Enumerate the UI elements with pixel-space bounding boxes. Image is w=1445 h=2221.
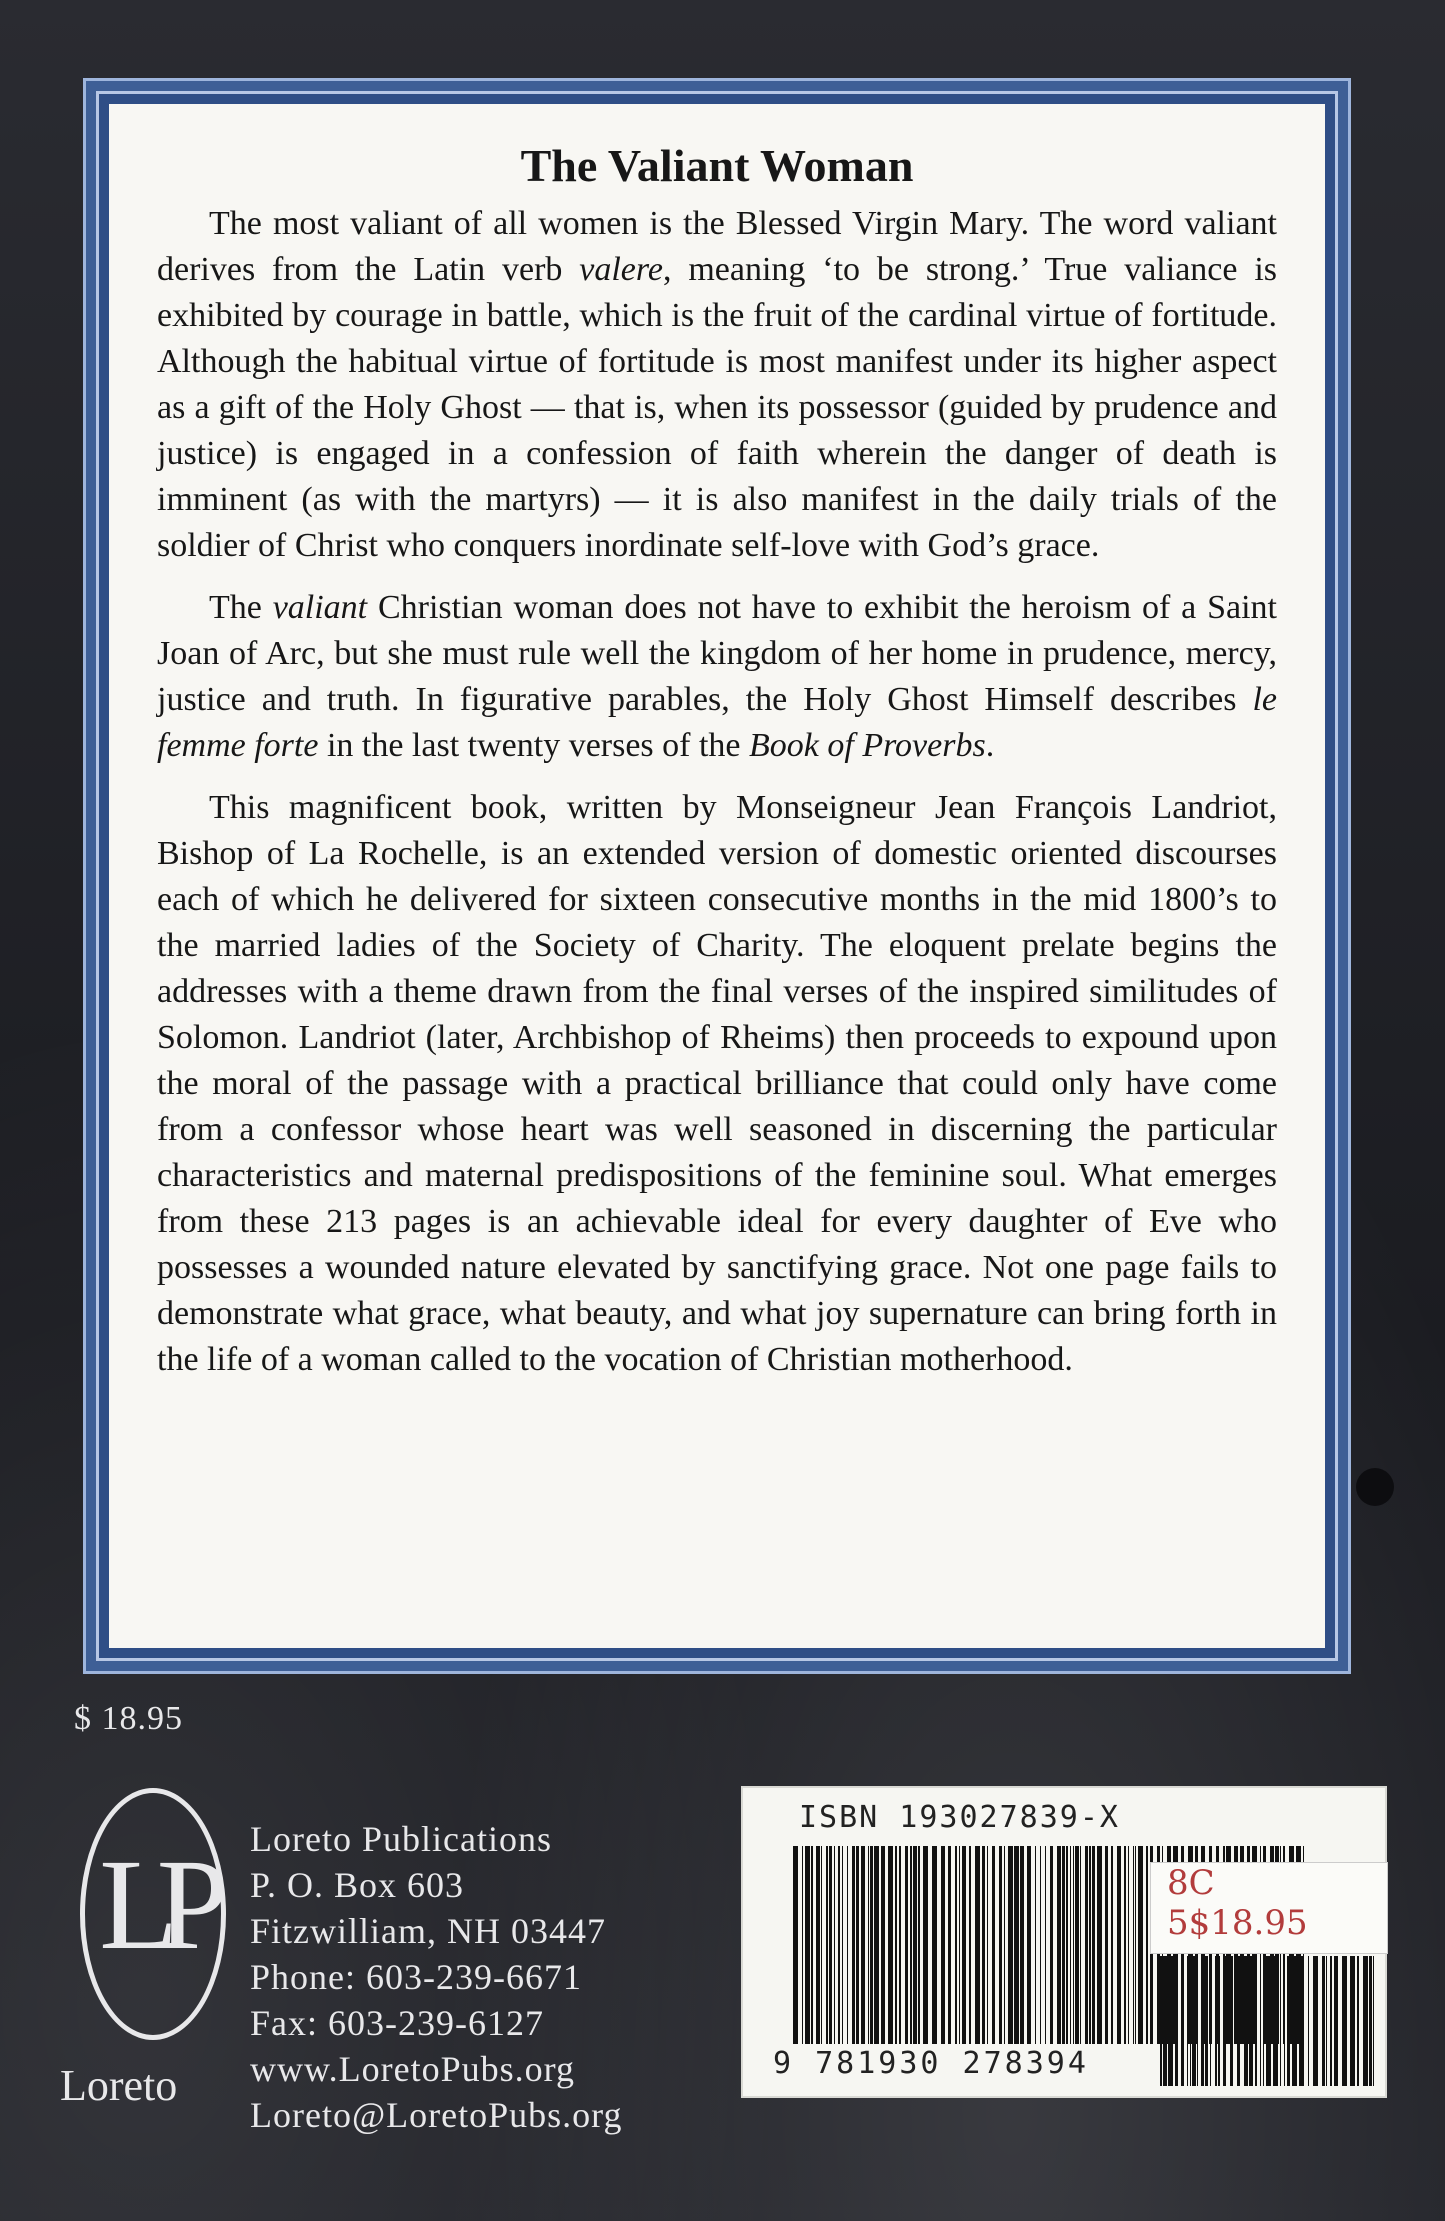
barcode-bar	[955, 1846, 957, 2044]
barcode-bar	[932, 1846, 937, 2044]
barcode-bar	[913, 1846, 917, 2044]
paragraph-1-text-b: , meaning ‘to be strong.’ True valiance is exhibited by courage in battle, which is the fruit of the cardinal virtue of fortitude. Although the habitual virtue of fortitude is most manifest under its higher aspect as a gift of the Holy Ghost — that is, when its possessor (guided by prudence and justice) is engaged in a confession of faith wherein the danger of death is imminent (as with the martyrs) — it is also manifest in the daily trials of the soldier of Christ who conquers inordinate self-love with God’s grace.	[157, 251, 1277, 565]
barcode-bar	[1190, 1956, 1191, 2086]
barcode-bar	[1175, 1956, 1178, 2086]
barcode-bar	[870, 1846, 873, 2044]
barcode-bar	[1111, 1846, 1113, 2044]
barcode-bar	[1299, 1956, 1304, 2086]
barcode-bar	[1080, 1846, 1081, 2044]
barcode-bar	[1197, 1956, 1198, 2086]
barcode-bar	[842, 1846, 843, 2044]
barcode-bar	[1089, 1846, 1091, 2044]
barcode-bar	[1334, 1956, 1338, 2086]
barcode-bar	[899, 1846, 901, 2044]
barcode-bar	[852, 1846, 855, 2044]
barcode-bar	[982, 1846, 985, 2044]
barcode-bar	[1230, 1956, 1233, 2086]
publisher-phone: Phone: 603-239-6671	[250, 1957, 582, 1997]
publisher-website: www.LoretoPubs.org	[250, 2049, 575, 2089]
barcode-bar	[905, 1846, 908, 2044]
barcode-bar	[1066, 1846, 1068, 2044]
barcode-bar	[987, 1846, 988, 2044]
barcode-bar	[1057, 1846, 1061, 2044]
supplement-barcode-icon	[1158, 1956, 1378, 2086]
barcode-bar	[1237, 1956, 1240, 2086]
publisher-address-line-1: P. O. Box 603	[250, 1865, 465, 1905]
barcode-bar	[895, 1846, 897, 2044]
barcode-bar	[821, 1846, 822, 2044]
barcode-bar	[856, 1846, 859, 2044]
barcode-bar	[1215, 1956, 1217, 2086]
paragraph-1	[157, 201, 1277, 569]
barcode-bar	[918, 1846, 920, 2044]
barcode-bar	[1369, 1956, 1372, 2086]
book-title: The Valiant Woman	[520, 140, 914, 191]
barcode-bar	[1138, 1846, 1143, 2044]
barcode-bar	[1092, 1846, 1095, 2044]
paragraph-2	[157, 585, 1277, 769]
barcode-bar	[910, 1846, 912, 2044]
barcode-bar	[1085, 1846, 1088, 2044]
barcode-bar	[1187, 1956, 1188, 2086]
barcode-bar	[811, 1846, 813, 2044]
paragraph-1-text-a: The most valiant of all women is the Blessed Virgin Mary. The word valiant derives from the Latin verb	[157, 205, 1277, 289]
barcode-bar	[1201, 1956, 1204, 2086]
barcode-bar	[826, 1846, 828, 2044]
barcode-bar	[816, 1846, 820, 2044]
barcode-bar	[802, 1846, 803, 2044]
barcode-bar	[1373, 1956, 1374, 2086]
barcode-bar	[847, 1846, 848, 2044]
description-panel	[109, 104, 1325, 1648]
barcode-bar	[969, 1846, 971, 2044]
barcode-bar	[992, 1846, 995, 2044]
barcode-bar	[1244, 1956, 1248, 2086]
ean-number: 9 781930 278394	[773, 2046, 1089, 2081]
barcode-bar	[1350, 1956, 1355, 2086]
publisher-logo-word: Loreto	[60, 2061, 178, 2110]
barcode-bar	[1062, 1846, 1065, 2044]
price-label: $ 18.95	[74, 1700, 183, 1737]
barcode-bar	[1163, 1956, 1167, 2086]
barcode-bar	[1326, 1956, 1327, 2086]
barcode-bar	[1124, 1846, 1126, 2044]
publisher-info	[250, 1816, 622, 2138]
barcode-bar	[1035, 1846, 1036, 2044]
barcode-bar	[1205, 1956, 1208, 2086]
barcode-bar	[1004, 1846, 1005, 2044]
barcode-bar	[999, 1846, 1002, 2044]
barcode-bar	[838, 1846, 840, 2044]
price-sticker	[1150, 1862, 1388, 1954]
barcode-bar	[1027, 1846, 1031, 2044]
barcode-bar	[1075, 1846, 1079, 2044]
barcode-bar	[1292, 1956, 1297, 2086]
barcode-bar	[1105, 1846, 1108, 2044]
isbn-text: ISBN 193027839-X	[799, 1800, 1120, 1835]
publisher-address-line-2: Fitzwilliam, NH 03447	[250, 1911, 606, 1951]
paragraph-1-italic: valere	[579, 251, 663, 289]
barcode-bar	[1073, 1846, 1074, 2044]
barcode-bar	[1263, 1956, 1264, 2086]
barcode-bar	[881, 1846, 885, 2044]
barcode-bar	[1128, 1846, 1129, 2044]
publisher-name: Loreto Publications	[250, 1819, 552, 1859]
barcode-bar	[1322, 1956, 1325, 2086]
barcode-bar	[805, 1846, 810, 2044]
description-frame	[83, 78, 1351, 1674]
barcode-bar	[1273, 1956, 1278, 2086]
frame-inner-border	[96, 91, 1338, 1661]
barcode-bar	[793, 1846, 798, 2044]
paragraph-2-text-b: Christian woman does not have to exhibit the heroism of a Saint Joan of Arc, but she must rule well the kingdom of her home in prudence, mercy, justice and truth. In figurative parables, the Holy Ghost Himself describes	[157, 589, 1277, 719]
barcode-bar	[1284, 1956, 1285, 2086]
barcode-bar	[1330, 1956, 1332, 2086]
barcode-bar	[874, 1846, 879, 2044]
paragraph-2-text-c: in the last twenty verses of the	[318, 727, 750, 765]
barcode-bar	[861, 1846, 865, 2044]
barcode-bar	[1097, 1846, 1102, 2044]
barcode-bar	[1255, 1956, 1257, 2086]
paragraph-2-italic-1: valiant	[272, 589, 368, 627]
barcode-bar	[1223, 1956, 1226, 2086]
barcode-bar	[959, 1846, 960, 2044]
barcode-bar	[1014, 1846, 1019, 2044]
barcode-bar	[1342, 1956, 1347, 2086]
barcode-bar	[1020, 1846, 1024, 2044]
barcode-bar	[923, 1846, 928, 2044]
barcode-bar	[1050, 1846, 1053, 2044]
barcode-bar	[1210, 1956, 1211, 2086]
barcode-bar	[888, 1846, 893, 2044]
barcode-bar	[1280, 1956, 1281, 2086]
paragraph-2-italic-3: Book of Proverbs	[749, 727, 986, 765]
barcode-bar	[1357, 1956, 1359, 2086]
barcode-bar	[1260, 1956, 1261, 2086]
barcode-bar	[1313, 1956, 1318, 2086]
barcode-bar	[1181, 1956, 1184, 2086]
barcode-bar	[1045, 1846, 1046, 2044]
barcode-bar	[868, 1846, 869, 2044]
barcode-bar	[1146, 1846, 1148, 2044]
publisher-fax: Fax: 603-239-6127	[250, 2003, 544, 2043]
paragraph-2-text-d: .	[985, 727, 995, 765]
shrinkwrap-hole	[1356, 1468, 1394, 1506]
barcode-bar	[1363, 1956, 1368, 2086]
barcode-bar	[1133, 1846, 1134, 2044]
barcode-bar	[948, 1846, 951, 2044]
barcode-bar	[962, 1846, 966, 2044]
barcode-bar	[975, 1846, 980, 2044]
barcode-bar	[1117, 1846, 1121, 2044]
paragraph-2-text-a: The	[209, 589, 273, 627]
barcode-bar	[834, 1846, 835, 2044]
barcode-bar	[1266, 1956, 1271, 2086]
barcode-bar	[941, 1846, 945, 2044]
sticker-code: 8C	[1167, 1863, 1215, 1903]
sticker-price: 5$18.95	[1167, 1903, 1308, 1943]
barcode-bar	[1287, 1956, 1290, 2086]
paragraph-2-italic-2: le femme forte	[157, 681, 1277, 765]
barcode-bar	[1135, 1846, 1136, 2044]
publisher-email: Loreto@LoretoPubs.org	[250, 2095, 623, 2135]
barcode-bar	[1168, 1956, 1173, 2086]
publisher-logo-letters: LP	[99, 1833, 207, 1977]
barcode-bar	[1218, 1956, 1220, 2086]
barcode-bar	[1160, 1956, 1162, 2086]
barcode-bar	[1040, 1846, 1041, 2044]
barcode-bar	[1070, 1846, 1071, 2044]
barcode-bar	[829, 1846, 832, 2044]
barcode-bar	[1249, 1956, 1253, 2086]
barcode-bar	[1008, 1846, 1013, 2044]
barcode-bar	[1308, 1956, 1309, 2086]
barcode-bar	[1192, 1956, 1196, 2086]
paragraph-3: This magnificent book, written by Monseigneur Jean François Landriot, Bishop of La Rochelle, is an extended version of domestic oriented discourses each of which he delivered for sixteen consecutive months in the mid 1800’s to the married ladies of the Society of Charity. The eloquent prelate begins the addresses with a theme drawn from the final verses of the inspired similitudes of Solomon. Landriot (later, Archbishop of Rheims) then proceeds to expound upon the moral of the passage with a practical brilliance that could only have come from a confessor whose heart was well seasoned in discerning the particular characteristics and maternal predispositions of the feminine soul. What emerges from these 213 pages is an achievable ideal for every daughter of Eve who possesses a wounded nature elevated by sanctifying grace. Not one page fails to demonstrate what grace, what beauty, and what joy supernature can bring forth in the life of a woman called to the vocation of Christian motherhood.	[157, 789, 1277, 1379]
